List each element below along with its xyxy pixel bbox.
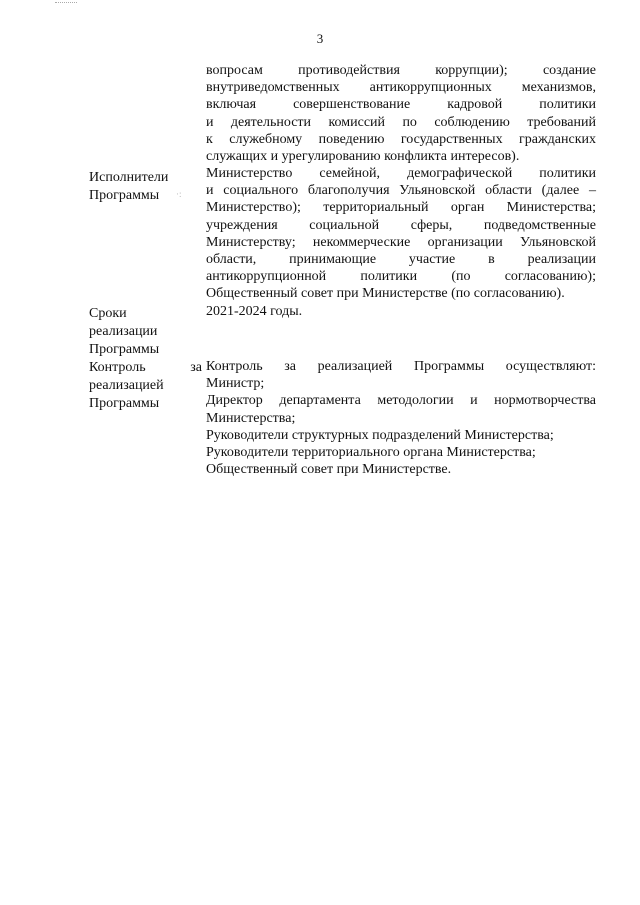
text-line: и деятельности комиссий по соблюдению требований <box>206 114 596 130</box>
terms-value: 2021-2024 годы. <box>206 304 303 319</box>
control-text <box>206 358 596 478</box>
terms-label <box>89 305 202 359</box>
label-line: реализации <box>89 324 158 339</box>
label-line: Контроль за <box>89 360 202 375</box>
text-line: к служебному поведению государственных гражданских <box>206 131 596 147</box>
executors-label <box>89 169 202 205</box>
text-line: Общественный совет при Министерстве (по согласованию). <box>206 286 565 302</box>
text-line: служащих и урегулированию конфликта интересов). <box>206 149 520 165</box>
text-line: Министерство семейной, демографической политики <box>206 166 596 181</box>
text-line: включая совершенствование кадровой политики <box>206 97 596 113</box>
text-line: внутриведомственных антикоррупционных механизмов, <box>206 80 596 96</box>
label-line: Программы <box>89 342 160 357</box>
terms-text <box>206 303 596 320</box>
text-line: Руководители структурных подразделений Министерства; <box>206 427 554 443</box>
text-line: Министр; <box>206 376 265 392</box>
label-line: реализацией <box>89 378 164 393</box>
label-line: Исполнители <box>89 170 169 185</box>
text-line: Руководители территориального органа Министерства; <box>206 445 536 461</box>
text-line: Контроль за реализацией Программы осуществляют: <box>206 359 596 374</box>
text-line: и социального благополучия Ульяновской области (далее – <box>206 183 596 199</box>
text-line: Министерства; <box>206 410 296 426</box>
measures-text <box>206 62 596 165</box>
text-line: Общественный совет при Министерстве. <box>206 462 452 478</box>
text-line: антикоррупционной политики (по согласованию); <box>206 269 596 285</box>
label-line: Программы <box>89 188 160 203</box>
label-line: Сроки <box>89 306 127 321</box>
scan-speck: ·: <box>176 189 182 199</box>
executors-text <box>206 165 596 303</box>
text-line: Министерству; некоммерческие организации Ульяновской <box>206 234 596 250</box>
text-line: Директор департамента методологии и нормотворчества <box>206 393 596 409</box>
scan-artifact <box>55 2 77 4</box>
text-line: учреждения социальной сферы, подведомственные <box>206 217 596 233</box>
label-line: Программы <box>89 396 160 411</box>
text-line: области, принимающие участие в реализации <box>206 252 596 268</box>
page-number: 3 <box>316 31 324 46</box>
control-label <box>89 359 202 413</box>
text-line: вопросам противодействия коррупции); создание <box>206 63 596 78</box>
text-line: Министерство); территориальный орган Министерства; <box>206 200 596 216</box>
